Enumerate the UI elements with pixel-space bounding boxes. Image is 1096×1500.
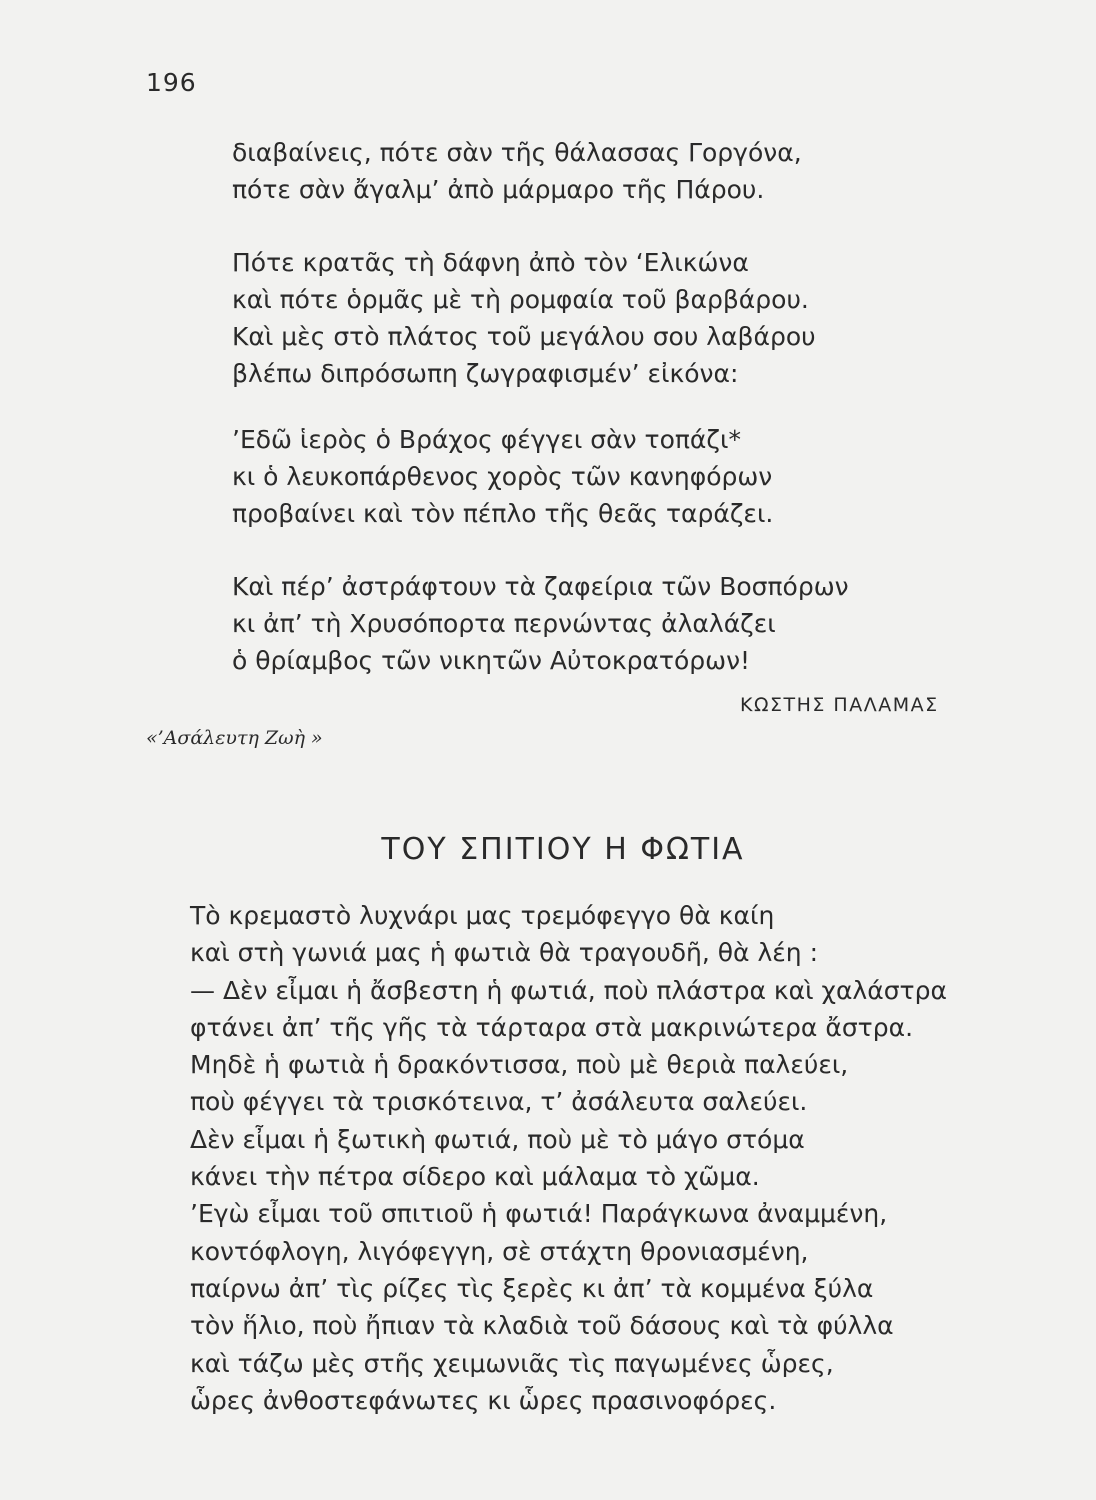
stanza-1 [232, 134, 802, 208]
verse-line: Τὸ κρεμαστὸ λυχνάρι μας τρεμόφεγγο θὰ καίη [190, 901, 775, 930]
verse-line: Καὶ πέρ’ ἀστράφτουν τὰ ζαφείρια τῶν Βοσπόρων [232, 572, 849, 601]
stanza-2 [232, 244, 816, 392]
page-number: 196 [146, 68, 197, 97]
verse-line: κι ἀπ’ τὴ Χρυσόπορτα περνώντας ἀλαλάζει [232, 609, 776, 638]
verse-line: καὶ τάζω μὲς στῆς χειμωνιᾶς τὶς παγωμένες ὧρες, [190, 1348, 834, 1378]
verse-line: Μηδὲ ἡ φωτιὰ ἡ δρακόντισσα, ποὺ μὲ θεριὰ παλεύει, [190, 1050, 849, 1080]
verse-line: κάνει τὴν πέτρα σίδερο καὶ μάλαμα τὸ χῶμα. [190, 1162, 760, 1192]
verse-line: Δὲν εἶμαι ἡ ξωτικὴ φωτιά, ποὺ μὲ τὸ μάγο στόμα [190, 1124, 805, 1154]
verse-line: παίρνω ἀπ’ τὶς ρίζες τὶς ξερὲς κι ἀπ’ τὰ κομμένα ξύλα [190, 1273, 874, 1303]
verse-line: Πότε κρατᾶς τὴ δάφνη ἀπὸ τὸν ‘Ελικώνα [232, 248, 749, 277]
verse-line: — Δὲν εἶμαι ἡ ἄσβεστη ἡ φωτιά, ποὺ πλάστρα καὶ χαλάστρα [190, 975, 947, 1005]
verse-line: κι ὁ λευκοπάρθενος χορὸς τῶν κανηφόρων [232, 462, 773, 491]
verse-line: ’Εδῶ ἱερὸς ὁ Βράχος φέγγει σὰν τοπάζι* [232, 425, 741, 454]
verse-line: διαβαίνεις, πότε σὰν τῆς θάλασσας Γοργόνα, [232, 138, 802, 167]
verse-line: πότε σὰν ἄγαλμ’ ἀπὸ μάρμαρο τῆς Πάρου. [232, 175, 765, 204]
verse-line: τὸν ἥλιο, ποὺ ἤπιαν τὰ κλαδιὰ τοῦ δάσους καὶ τὰ φύλλα [190, 1311, 894, 1341]
verse-line: φτάνει ἀπ’ τῆς γῆς τὰ τάρταρα στὰ μακρινώτερα ἄστρα. [190, 1012, 914, 1042]
verse-line: καὶ στὴ γωνιά μας ἡ φωτιὰ θὰ τραγουδῆ, θὰ λέη : [190, 938, 819, 968]
verse-line: κοντόφλογη, λιγόφεγγη, σὲ στάχτη θρονιασμένη, [190, 1236, 809, 1266]
verse-line: ποὺ φέγγει τὰ τρισκότεινα, τ’ ἀσάλευτα σαλεύει. [190, 1087, 808, 1117]
source-citation: «’Ασάλευτη Ζωὴ » [146, 727, 323, 749]
verse-line: καὶ πότε ὁρμᾶς μὲ τὴ ρομφαία τοῦ βαρβάρου. [232, 285, 809, 314]
verse-line: βλέπω διπρόσωπη ζωγραφισμέν’ εἰκόνα: [232, 359, 739, 388]
stanza-3 [232, 421, 773, 532]
verse-line: ὁ θρίαμβος τῶν νικητῶν Αὐτοκρατόρων! [232, 646, 751, 675]
verse-line: Καὶ μὲς στὸ πλάτος τοῦ μεγάλου σου λαβάρου [232, 322, 816, 351]
author-name: ΚΩΣΤΗΣ ΠΑΛΑΜΑΣ [740, 694, 939, 716]
verse-line: ὧρες ἀνθοστεφάνωτες κι ὧρες πρασινοφόρες. [190, 1385, 777, 1415]
poem-body [190, 897, 947, 1419]
poem-title: ΤΟΥ ΣΠΙΤΙΟΥ Η ΦΩΤΙΑ [381, 832, 745, 867]
verse-line: ’Εγὼ εἶμαι τοῦ σπιτιοῦ ἡ φωτιά! Παράγκωνα ἀναμμένη, [190, 1199, 888, 1229]
stanza-4 [232, 568, 849, 679]
verse-line: προβαίνει καὶ τὸν πέπλο τῆς θεᾶς ταράζει. [232, 499, 774, 528]
